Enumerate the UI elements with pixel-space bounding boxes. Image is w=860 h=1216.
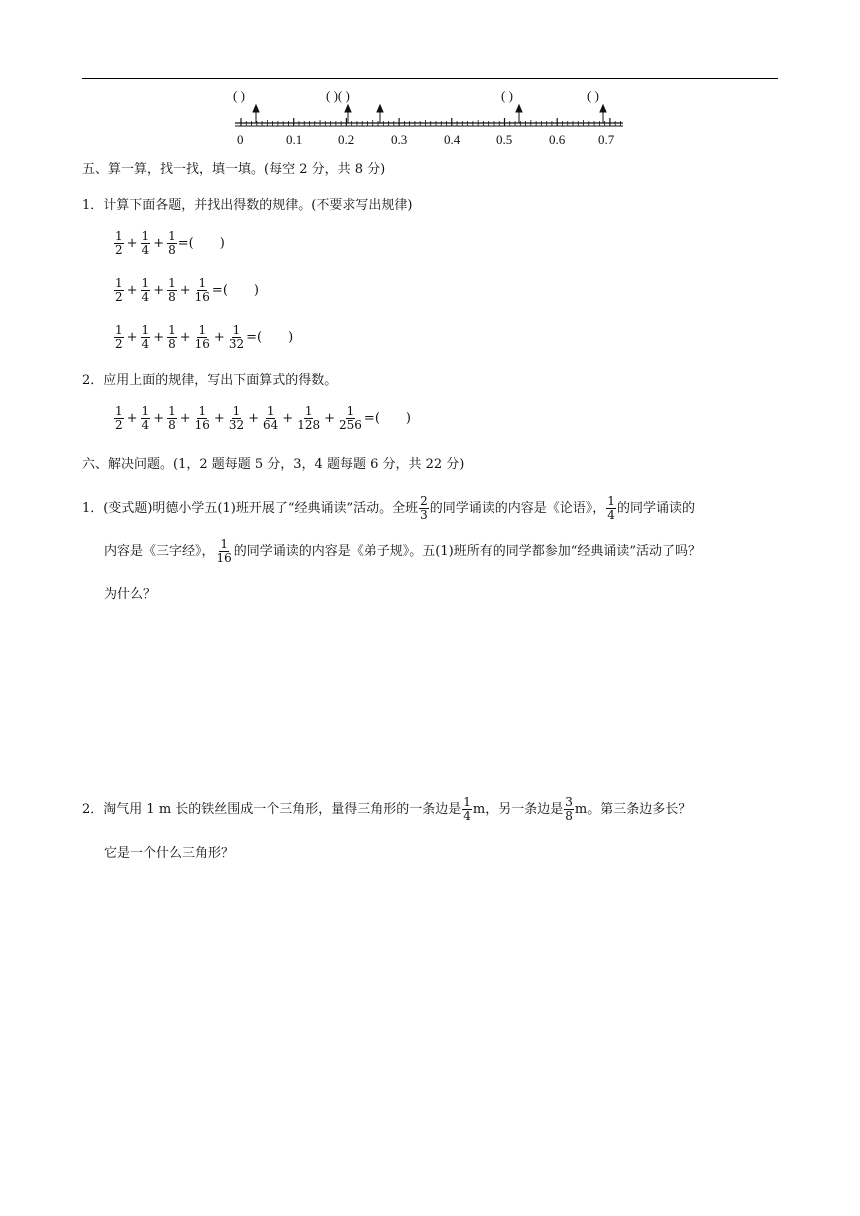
fraction: $\frac{1}{64}$: [263, 404, 279, 432]
tick-label-0.6: 0.6: [549, 132, 566, 147]
tick-label-0.5: 0.5: [496, 132, 513, 147]
fraction: $\frac{1}{4}$: [141, 404, 150, 432]
section5-question2: 2．应用上面的规律，写出下面算式的得数。: [82, 373, 338, 388]
answer-blank-1[interactable]: ( ): [233, 88, 245, 103]
fraction: $\frac{1}{16}$: [216, 537, 232, 565]
fraction: $\frac{2}{3}$: [420, 494, 428, 522]
problem2-line2: 它是一个什么三角形？: [104, 846, 235, 861]
section5-heading: 五、算一算，找一找，填一填。(每空 2 分，共 8 分): [82, 162, 386, 177]
section6-heading: 六、解决问题。(1，2 题每题 5 分，3，4 题每题 6 分，共 22 分): [82, 457, 465, 472]
fraction: $\frac{1}{16}$: [194, 404, 210, 432]
fraction: $\frac{1}{4}$: [463, 795, 471, 823]
arrow-4: [516, 105, 522, 123]
fraction: $\frac{1}{2}$: [115, 276, 123, 304]
fraction: $\frac{1}{4}$: [607, 494, 615, 522]
fraction: $\frac{1}{4}$: [141, 276, 150, 304]
problem1-line1: 1． (变式题)明德小学五(1)班开展了“经典诵读”活动。全班 $\frac{2}{3}$ 的同学诵读的内容是《论语》， $\frac{1}{4}$ 的同学诵读的: [82, 494, 695, 522]
tick-label-0.3: 0.3: [391, 132, 408, 147]
fraction: $\frac{1}{16}$: [194, 276, 210, 304]
problem1-line3: 为什么？: [104, 587, 157, 602]
fraction: $\frac{1}{8}$: [168, 229, 176, 257]
fraction: $\frac{1}{8}$: [168, 323, 176, 351]
problem2-line1: 2． 淘气用 1 m 长的铁丝围成一个三角形，量得三角形的一条边是 $\frac{1}{4}$ m，另一条边是 $\frac{3}{8}$ m。第三条边多长？: [82, 795, 692, 823]
fraction: $\frac{1}{256}$: [339, 404, 362, 432]
fraction: $\frac{1}{32}$: [228, 323, 245, 351]
answer-blank-5[interactable]: ( ): [587, 88, 599, 103]
fraction: $\frac{3}{8}$: [565, 795, 573, 823]
fraction: $\frac{1}{2}$: [115, 229, 123, 257]
top-rule: [82, 78, 778, 79]
axis-ticks: [241, 118, 620, 126]
problem1-line2: 内容是《三字经》， $\frac{1}{16}$ 的同学诵读的内容是《弟子规》。五(1)班所有的同学都参加“经典诵读”活动了吗？: [104, 537, 702, 565]
fraction: $\frac{1}{32}$: [228, 404, 245, 432]
tick-label-0.1: 0.1: [286, 132, 303, 147]
fraction: $\frac{1}{2}$: [115, 404, 123, 432]
answer-blank-4[interactable]: ( ): [501, 88, 513, 103]
tick-label-0.2: 0.2: [338, 132, 355, 147]
fraction: $\frac{1}{2}$: [115, 323, 123, 351]
equation-1: $\frac{1}{2}$ + $\frac{1}{4}$ + $\frac{1}{8}$ = ( ): [115, 229, 225, 257]
tick-label-0.7: 0.7: [598, 132, 615, 147]
answer-blank-2-3[interactable]: ( )( ): [326, 88, 350, 103]
fraction: $\frac{1}{8}$: [168, 404, 176, 432]
number-line: [225, 86, 635, 150]
fraction: $\frac{1}{4}$: [141, 229, 150, 257]
equation-4: $\frac{1}{2}$ + $\frac{1}{4}$ + $\frac{1}{8}$ + $\frac{1}{16}$ + $\frac{1}{32}$ + $\frac{1}{64}$ + $\frac{1}{128}$ + $\frac{1}{256}$ = ( ): [115, 404, 411, 432]
fraction: $\frac{1}{128}$: [297, 404, 321, 432]
fraction: $\frac{1}{8}$: [168, 276, 176, 304]
arrow-1: [253, 105, 259, 123]
arrow-5: [600, 105, 606, 123]
arrow-3: [377, 105, 383, 123]
tick-label-0.4: 0.4: [444, 132, 461, 147]
section5-question1: 1．计算下面各题，并找出得数的规律。(不要求写出规律): [82, 198, 413, 213]
fraction: $\frac{1}{16}$: [194, 323, 210, 351]
equation-3: $\frac{1}{2}$ + $\frac{1}{4}$ + $\frac{1}{8}$ + $\frac{1}{16}$ + $\frac{1}{32}$ = ( ): [115, 323, 294, 351]
equation-2: $\frac{1}{2}$ + $\frac{1}{4}$ + $\frac{1}{8}$ + $\frac{1}{16}$ = ( ): [115, 276, 259, 304]
fraction: $\frac{1}{4}$: [141, 323, 150, 351]
tick-label-0: 0: [237, 132, 244, 147]
